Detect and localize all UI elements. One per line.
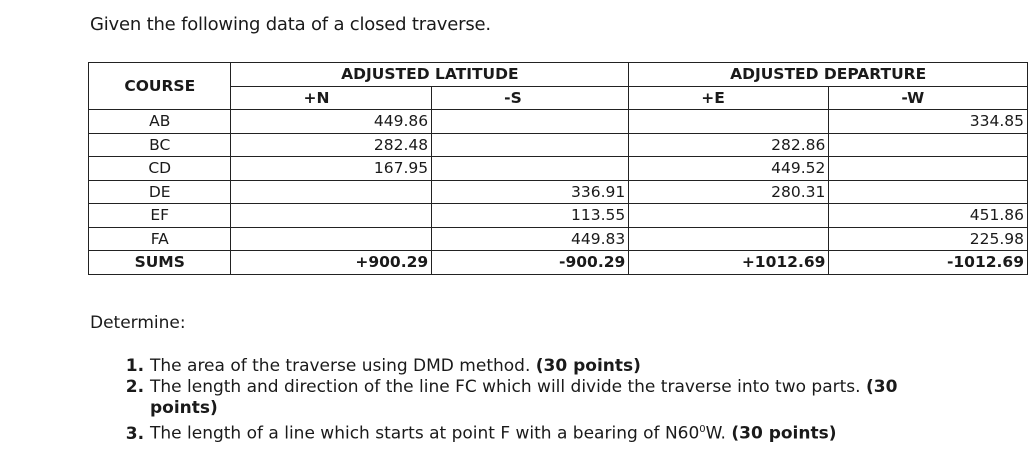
determine-heading: Determine:: [90, 313, 186, 333]
east-header: +E: [629, 86, 829, 110]
north-header: +N: [231, 86, 432, 110]
table-row: [89, 157, 1028, 181]
course-cell: BC: [89, 133, 231, 157]
north-cell: 167.95: [231, 157, 432, 181]
table-row: [89, 180, 1028, 204]
south-cell: 113.55: [432, 204, 629, 228]
traverse-table: [88, 62, 1028, 275]
sums-label: SUMS: [89, 251, 231, 275]
south-header: -S: [432, 86, 629, 110]
east-cell: 282.86: [629, 133, 829, 157]
south-cell: 336.91: [432, 180, 629, 204]
north-cell: 282.48: [231, 133, 432, 157]
north-cell: [231, 180, 432, 204]
east-cell: 449.52: [629, 157, 829, 181]
task-points: (30 points): [535, 356, 641, 376]
sum-north: +900.29: [231, 251, 432, 275]
course-header: COURSE: [89, 63, 231, 110]
task-list: [118, 356, 940, 445]
course-cell: DE: [89, 180, 231, 204]
west-cell: [829, 133, 1028, 157]
north-cell: [231, 227, 432, 251]
west-cell: 451.86: [829, 204, 1028, 228]
west-cell: 334.85: [829, 110, 1028, 134]
east-cell: [629, 227, 829, 251]
task-points: (30 points): [150, 377, 898, 418]
table-row: [89, 133, 1028, 157]
task-text: The length of a line which starts at point F with a bearing of N60: [150, 423, 700, 444]
task-text: The length and direction of the line FC which will divide the traverse into two parts.: [150, 377, 866, 397]
table-row: [89, 227, 1028, 251]
south-cell: 449.83: [432, 227, 629, 251]
course-cell: EF: [89, 204, 231, 228]
south-cell: [432, 157, 629, 181]
west-cell: 225.98: [829, 227, 1028, 251]
course-cell: FA: [89, 227, 231, 251]
west-header: -W: [829, 86, 1028, 110]
sums-row: [89, 251, 1028, 275]
sum-west: -1012.69: [829, 251, 1028, 275]
sum-east: +1012.69: [629, 251, 829, 275]
north-cell: [231, 204, 432, 228]
west-cell: [829, 180, 1028, 204]
table-row: [89, 110, 1028, 134]
task-item: [150, 377, 940, 419]
north-cell: 449.86: [231, 110, 432, 134]
west-cell: [829, 157, 1028, 181]
latitude-header: ADJUSTED LATITUDE: [231, 63, 629, 87]
course-cell: AB: [89, 110, 231, 134]
south-cell: [432, 110, 629, 134]
departure-header: ADJUSTED DEPARTURE: [629, 63, 1028, 87]
east-cell: 280.31: [629, 180, 829, 204]
east-cell: [629, 204, 829, 228]
task-item: [150, 419, 940, 445]
table-row: [89, 204, 1028, 228]
east-cell: [629, 110, 829, 134]
degree-symbol: 0: [699, 424, 706, 435]
sum-south: -900.29: [432, 251, 629, 275]
task-item: [150, 356, 940, 377]
task-text: The area of the traverse using DMD method.: [150, 356, 536, 376]
intro-text: Given the following data of a closed traverse.: [90, 14, 491, 35]
task-points: (30 points): [731, 423, 837, 444]
course-cell: CD: [89, 157, 231, 181]
task-text-tail: W.: [705, 423, 732, 444]
south-cell: [432, 133, 629, 157]
